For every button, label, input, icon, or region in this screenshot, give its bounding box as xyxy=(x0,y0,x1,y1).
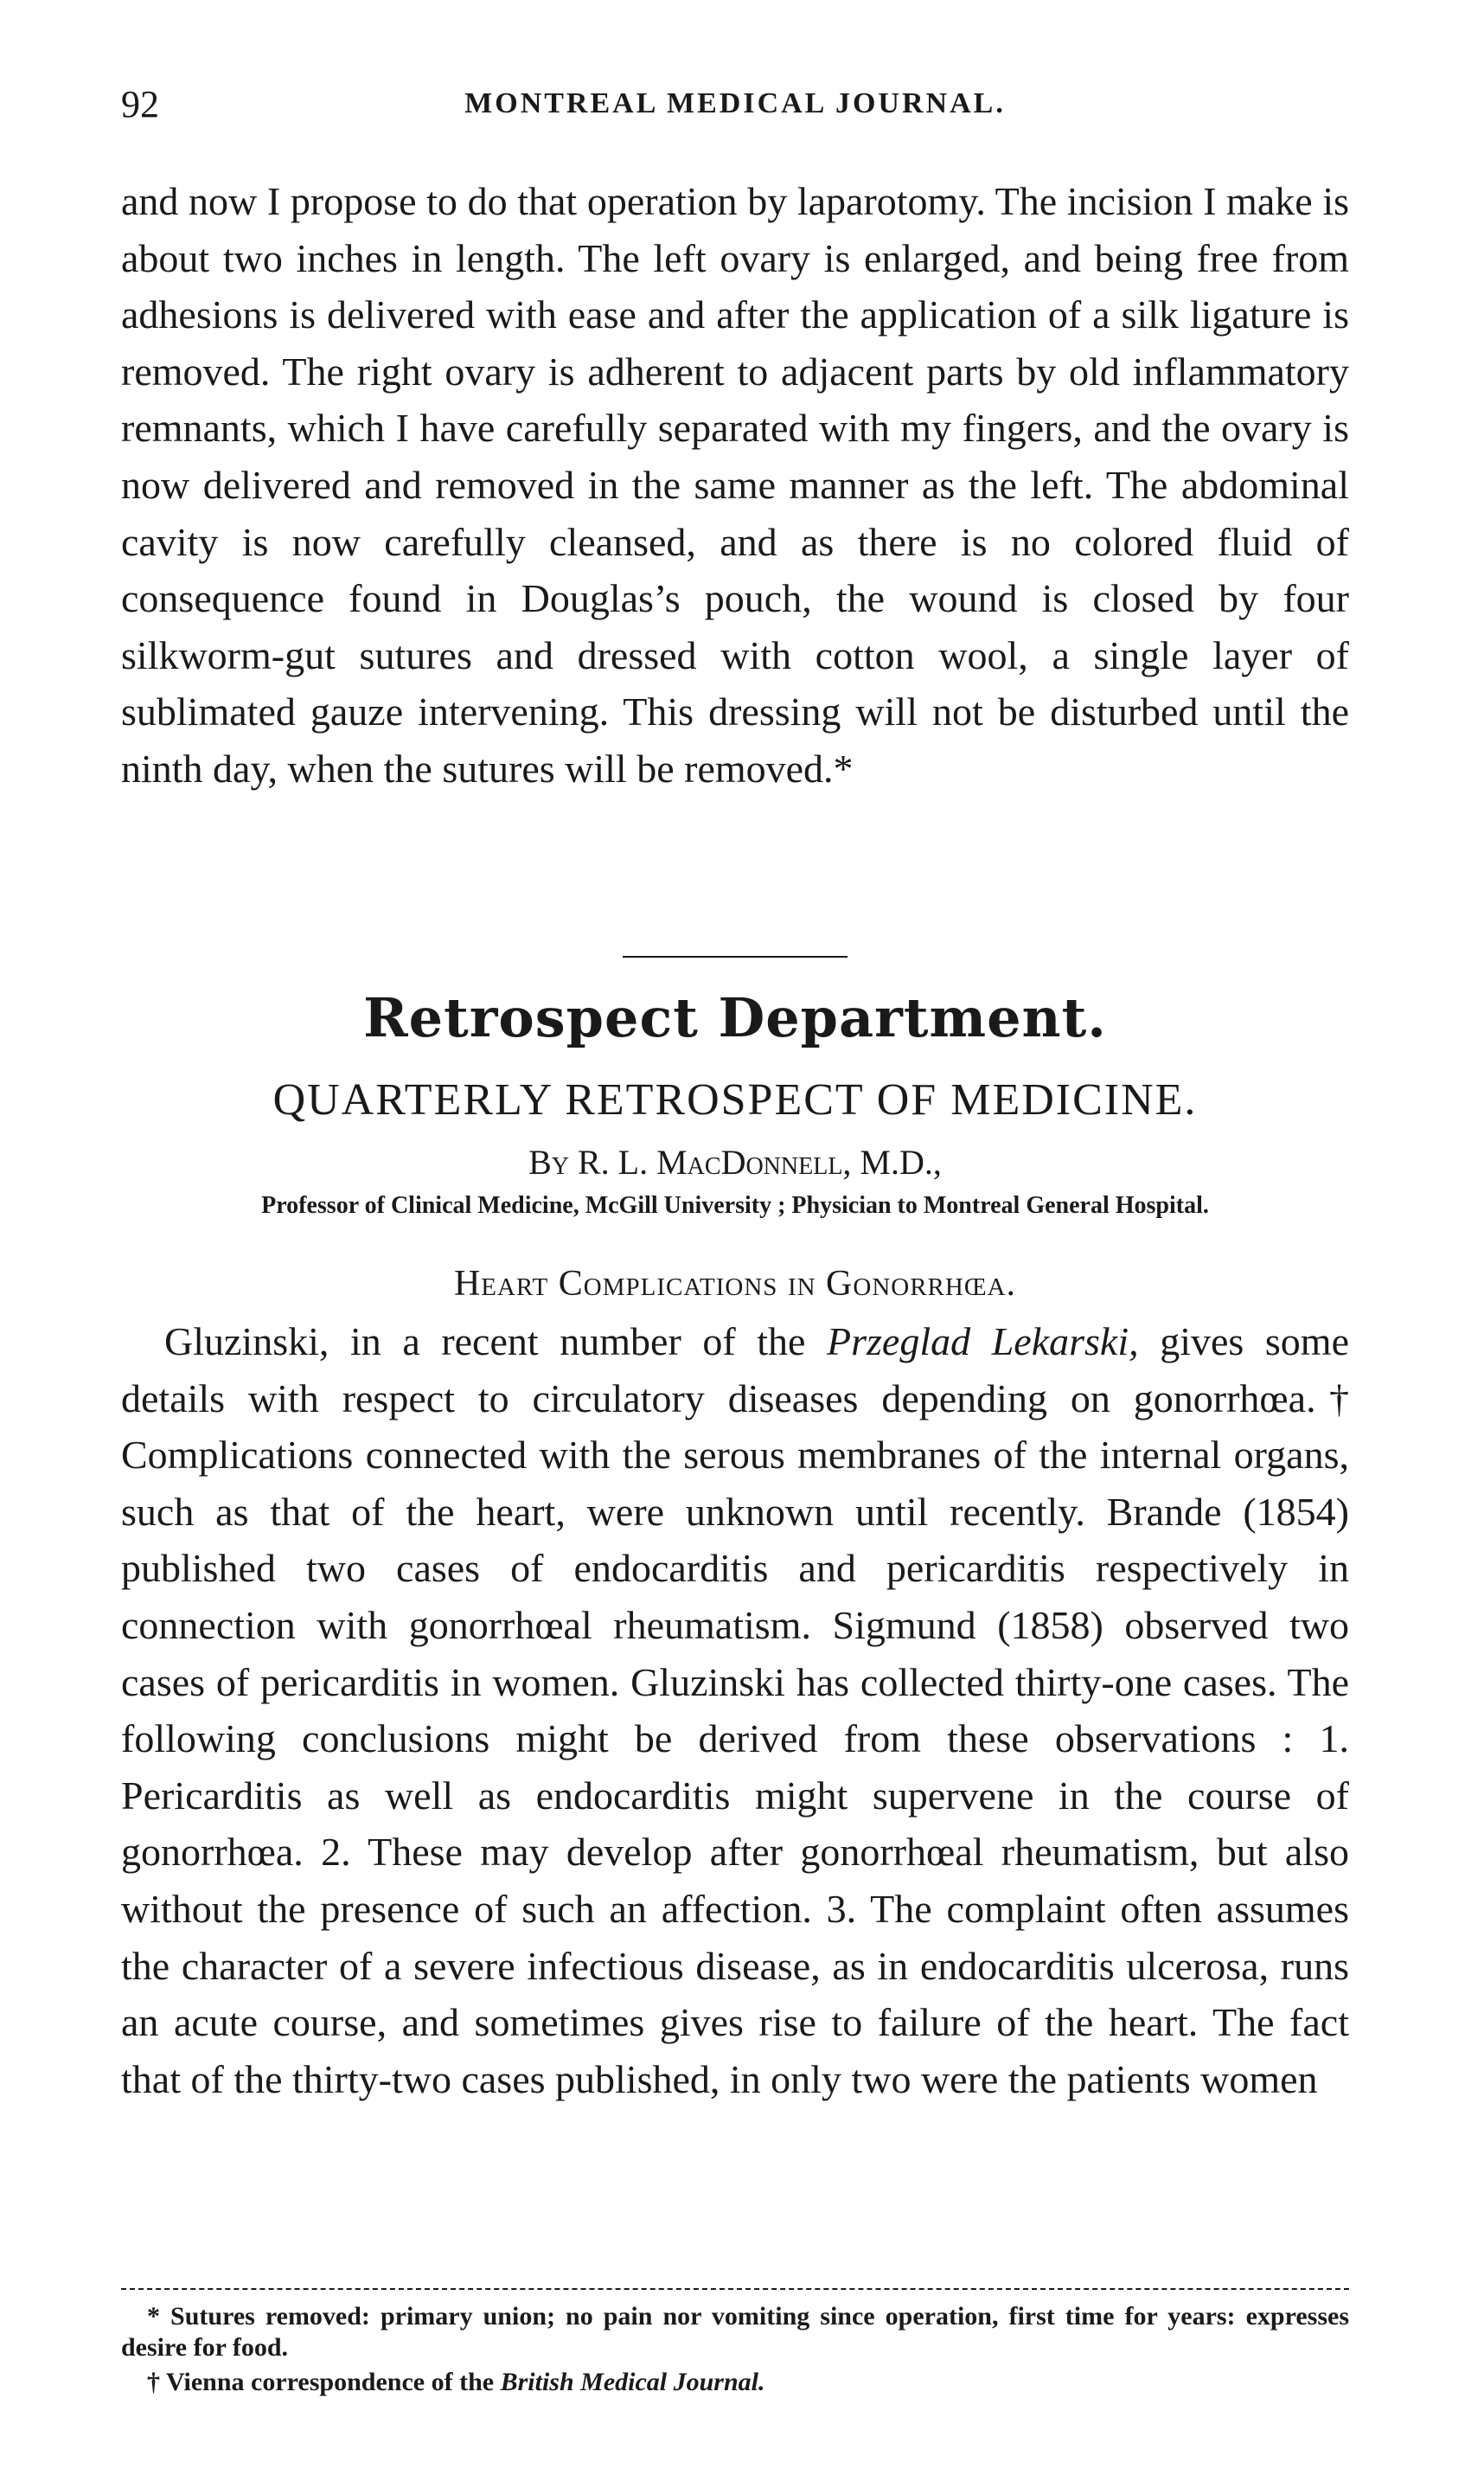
footnote-2 xyxy=(121,2367,1349,2398)
department-title: Retrospect Department. xyxy=(363,986,1107,1049)
article-author: By R. L. MacDonnell, M.D., xyxy=(528,1143,942,1182)
footnotes xyxy=(121,2301,1349,2401)
author-affiliation: Professor of Clinical Medicine, McGill University ; Physician to Montreal General Hospital. xyxy=(261,1192,1209,1219)
paragraph-body: gives some details with respect to circulatory diseases depending on gonorrhœa.† Complications connected with the serous membranes of the internal organs, such as that of the heart, were unknown until recently. Brande (1854) published two cases of endocarditis and pericarditis respectively in connection with gonorrhœal rheumatism. Sigmund (1858) observed two cases of pericarditis in women. Gluzinski has collected thirty-one cases. The following conclusions might be derived from these observations : 1. Pericarditis as well as endocarditis might supervene in the course of gonorrhœa. 2. These may develop after gonorrhœal rheumatism, but also without the presence of such an affection. 3. The complaint often assumes the character of a severe infectious disease, as in endocarditis ulcerosa, runs an acute course, and sometimes gives rise to failure of the heart. The fact that of the thirty-two cases published, in only two were the patients women xyxy=(121,1319,1350,2101)
journal-title: MONTREAL MEDICAL JOURNAL. xyxy=(464,87,1006,119)
section-heading: Heart Complications in Gonorrhœa. xyxy=(453,1264,1017,1304)
footnote-divider xyxy=(121,2288,1349,2290)
running-head xyxy=(121,82,1349,125)
article-paragraph xyxy=(121,1313,1349,2107)
section-divider xyxy=(623,956,848,958)
footnote-2-journal: British Medical Journal. xyxy=(500,2368,765,2396)
page-number: 92 xyxy=(121,83,159,125)
cited-journal: Przeglad Lekarski, xyxy=(827,1319,1139,1363)
footnote-1: * Sutures removed: primary union; no pain nor vomiting since operation, first time for years: expresses desire for food. xyxy=(121,2302,1349,2362)
article-title: QUARTERLY RETROSPECT OF MEDICINE. xyxy=(272,1075,1198,1125)
continued-paragraph: and now I propose to do that operation by laparotomy. The incision I make is about two inches in length. The left ovary is enlarged, and being free from adhesions is delivered with ease and after the application of a silk ligature is removed. The right ovary is adherent to adjacent parts by old inflammatory remnants, which I have carefully separated with my fingers, and the ovary is now delivered and removed in the same manner as the left. The abdominal cavity is now carefully cleansed, and as there is no colored fluid of consequence found in Douglas’s pouch, the wound is closed by four silkworm-gut sutures and dressed with cotton wool, a single layer of sublimated gauze intervening. This dressing will not be disturbed until the ninth day, when the sutures will be removed.* xyxy=(121,179,1349,791)
footnote-2-lead: † Vienna correspondence of the xyxy=(147,2368,501,2396)
paragraph-lead: Gluzinski, in a recent number of the xyxy=(164,1319,828,1363)
